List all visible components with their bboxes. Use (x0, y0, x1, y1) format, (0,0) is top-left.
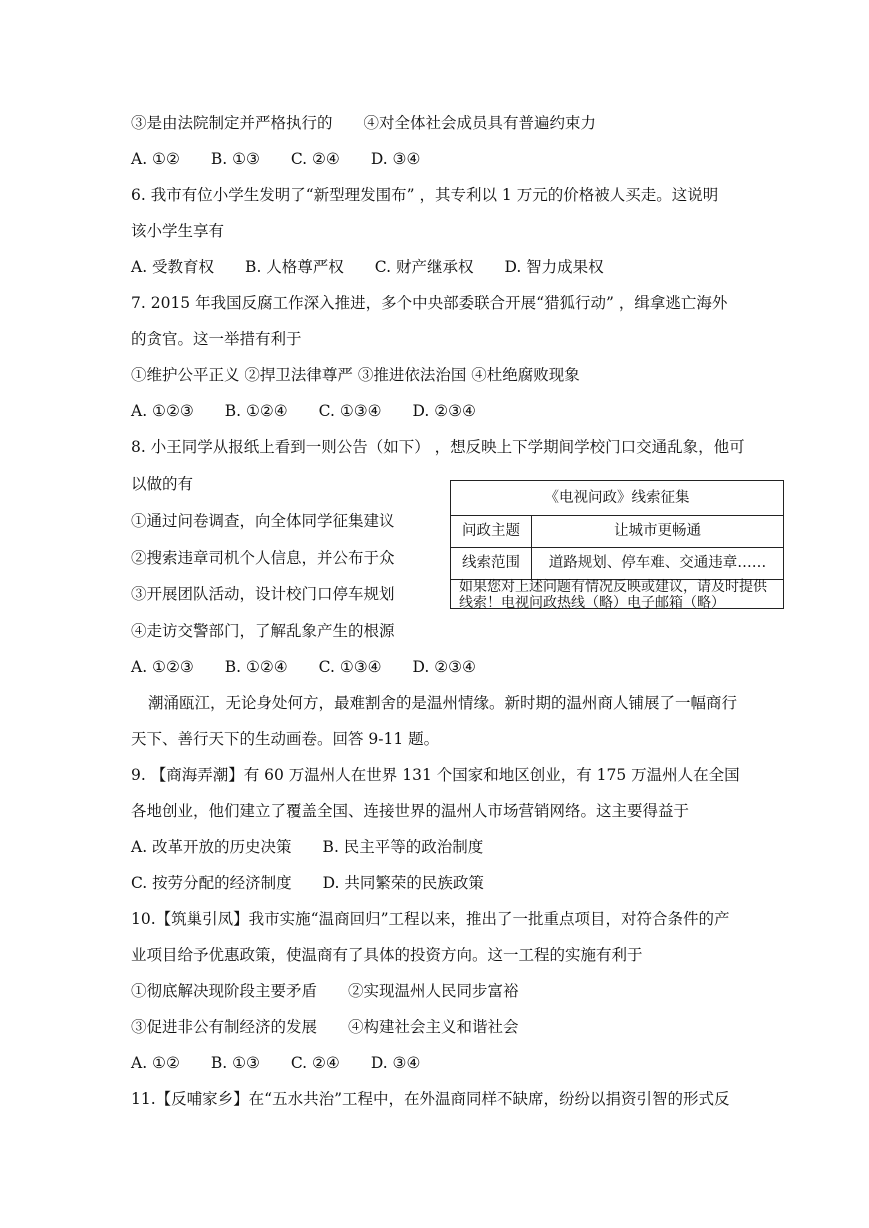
question-8-cont: 以做的有 (131, 475, 194, 493)
notice-box (450, 480, 784, 609)
notice-value: 让城市更畅通 (614, 523, 701, 539)
question-9: 9. 【商海弄潮】有 60 万温州人在世界 131 个国家和地区创业，有 175 万温州人在全国 (131, 766, 740, 784)
passage-intro: 潮涌瓯江，无论身处何方，最难割舍的是温州情缘。新时期的温州商人铺展了一幅商行 (148, 694, 738, 712)
option-line: ①通过问卷调查，向全体同学征集建议 (131, 512, 395, 530)
option-line: ④走访交警部门，了解乱象产生的根源 (131, 622, 395, 640)
notice-note: 如果您对上述问题有情况反映或建议，请及时提供线索！电视问政热线（略）电子邮箱（略） (459, 579, 767, 611)
question-11: 11.【反哺家乡】在“五水共治”工程中，在外温商同样不缺席，纷纷以捐资引智的形式反 (131, 1090, 730, 1108)
option-line: ③开展团队活动，设计校门口停车规划 (131, 585, 395, 603)
question-7-cont: 的贪官。这一举措有利于 (131, 330, 302, 348)
passage-intro-cont: 天下、善行天下的生动画卷。回答 9-11 题。 (131, 730, 440, 748)
question-10: 10.【筑巢引凤】我市实施“温商回归”工程以来，推出了一批重点项目，对符合条件的产 (131, 910, 730, 928)
answer-choices: A. ①②③ B. ①②④ C. ①③④ D. ②③④ (131, 402, 476, 420)
notice-row-topic (451, 515, 783, 548)
question-8: 8. 小王同学从报纸上看到一则公告（如下） ，想反映上下学期间学校门口交通乱象，他可 (131, 438, 745, 456)
answer-choices: A. 受教育权 B. 人格尊严权 C. 财产继承权 D. 智力成果权 (131, 258, 604, 276)
notice-label: 问政主题 (451, 515, 532, 547)
notice-row-scope (451, 547, 783, 580)
question-7: 7. 2015 年我国反腐工作深入推进，多个中央部委联合开展“猎狐行动” ，缉拿逃亡海外 (131, 294, 728, 312)
question-10-cont: 业项目给予优惠政策，使温商有了具体的投资方向。这一工程的实施有利于 (131, 946, 643, 964)
question-9-cont: 各地创业，他们建立了覆盖全国、连接世界的温州人市场营销网络。这主要得益于 (131, 802, 690, 820)
answer-choices: A. ①② B. ①③ C. ②④ D. ③④ (131, 150, 421, 168)
answer-choices: C. 按劳分配的经济制度 D. 共同繁荣的民族政策 (131, 874, 484, 892)
question-6-cont: 该小学生享有 (131, 222, 225, 240)
option-line: ①彻底解决现阶段主要矛盾 ②实现温州人民同步富裕 (131, 982, 519, 1000)
answer-choices: A. 改革开放的历史决策 B. 民主平等的政治制度 (131, 838, 484, 856)
question-6: 6. 我市有位小学生发明了“新型理发围布” ，其专利以 1 万元的价格被人买走。这说明 (131, 186, 719, 204)
answer-choices: A. ①②③ B. ①②④ C. ①③④ D. ②③④ (131, 658, 476, 676)
notice-title: 《电视问政》线索征集 (451, 481, 783, 516)
option-line: ③是由法院制定并严格执行的 ④对全体社会成员具有普遍约束力 (131, 114, 597, 132)
option-line: ③促进非公有制经济的发展 ④构建社会主义和谐社会 (131, 1018, 519, 1036)
option-line: ②搜索违章司机个人信息，并公布于众 (131, 549, 395, 567)
option-line: ①维护公平正义 ②捍卫法律尊严 ③推进依法治国 ④杜绝腐败现象 (131, 366, 580, 384)
notice-label: 线索范围 (451, 547, 532, 579)
answer-choices: A. ①② B. ①③ C. ②④ D. ③④ (131, 1054, 421, 1072)
notice-value: 道路规划、停车难、交通违章…… (548, 555, 767, 571)
